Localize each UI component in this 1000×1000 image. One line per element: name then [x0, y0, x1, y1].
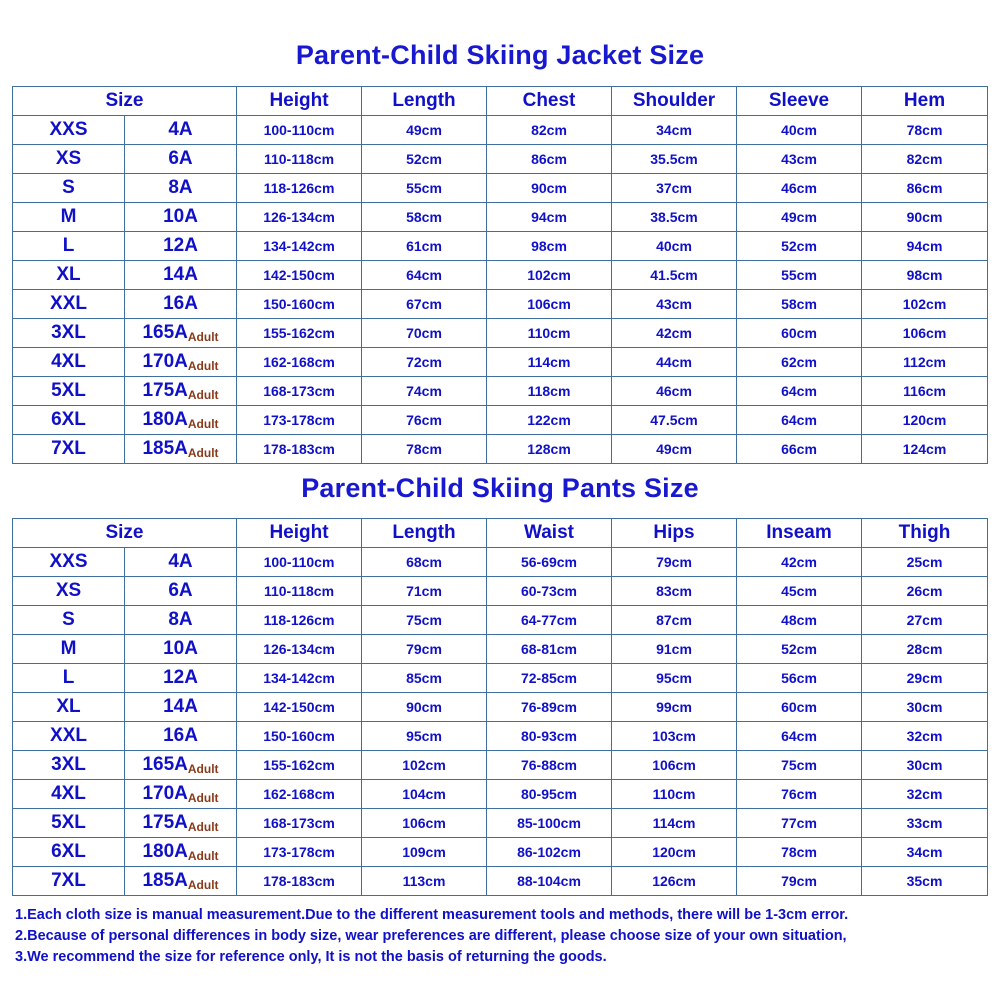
measurement-cell: 142-150cm — [237, 693, 362, 722]
measurement-cell: 43cm — [612, 290, 737, 319]
table-row — [13, 203, 988, 232]
size-code-cell: 7XL — [13, 867, 125, 896]
age-size-cell — [125, 867, 237, 896]
adult-tag: Adult — [187, 388, 219, 402]
measurement-cell: 25cm — [862, 548, 988, 577]
measurement-cell: 102cm — [487, 261, 612, 290]
measurement-cell: 168-173cm — [237, 377, 362, 406]
measurement-cell: 43cm — [737, 145, 862, 174]
measurement-cell: 88-104cm — [487, 867, 612, 896]
table-row — [13, 174, 988, 203]
table-header-row — [13, 87, 988, 116]
column-header-length: Length — [362, 519, 487, 548]
measurement-cell: 79cm — [612, 548, 737, 577]
size-code-cell: XXL — [13, 290, 125, 319]
measurement-cell: 118cm — [487, 377, 612, 406]
measurement-cell: 32cm — [862, 780, 988, 809]
measurement-cell: 35cm — [862, 867, 988, 896]
measurement-cell: 49cm — [737, 203, 862, 232]
age-size-cell — [125, 809, 237, 838]
measurement-cell: 120cm — [862, 406, 988, 435]
measurement-cell: 70cm — [362, 319, 487, 348]
measurement-cell: 78cm — [862, 116, 988, 145]
adult-tag: Adult — [187, 359, 219, 373]
age-size-cell — [125, 435, 237, 464]
measurement-cell: 150-160cm — [237, 722, 362, 751]
measurement-cell: 45cm — [737, 577, 862, 606]
column-header-inseam: Inseam — [737, 519, 862, 548]
measurement-cell: 56cm — [737, 664, 862, 693]
size-code-cell: L — [13, 232, 125, 261]
measurement-cell: 106cm — [862, 319, 988, 348]
age-size-cell — [125, 693, 237, 722]
age-size-cell — [125, 377, 237, 406]
adult-tag: Adult — [187, 762, 219, 776]
measurement-cell: 85cm — [362, 664, 487, 693]
adult-tag: Adult — [187, 417, 219, 431]
column-header-hips: Hips — [612, 519, 737, 548]
measurement-cell: 28cm — [862, 635, 988, 664]
age-size-cell — [125, 635, 237, 664]
adult-tag: Adult — [187, 446, 219, 460]
measurement-cell: 94cm — [862, 232, 988, 261]
measurement-cell: 90cm — [862, 203, 988, 232]
measurement-cell: 52cm — [737, 232, 862, 261]
age-size-cell — [125, 780, 237, 809]
measurement-cell: 83cm — [612, 577, 737, 606]
measurement-cell: 86cm — [487, 145, 612, 174]
size-code-cell: XS — [13, 577, 125, 606]
column-header-sleeve: Sleeve — [737, 87, 862, 116]
age-size-value: 10A — [163, 206, 198, 227]
measurement-cell: 75cm — [737, 751, 862, 780]
measurement-cell: 58cm — [737, 290, 862, 319]
table-row — [13, 348, 988, 377]
column-header-thigh: Thigh — [862, 519, 988, 548]
age-size-value: 8A — [168, 177, 193, 198]
jacket-size-table — [12, 86, 988, 464]
age-size-cell — [125, 232, 237, 261]
age-size-cell — [125, 838, 237, 867]
age-size-value: 165A — [142, 322, 188, 343]
measurement-cell: 64-77cm — [487, 606, 612, 635]
size-code-cell: 5XL — [13, 809, 125, 838]
measurement-cell: 122cm — [487, 406, 612, 435]
size-code-cell: 3XL — [13, 319, 125, 348]
table-header-row — [13, 519, 988, 548]
size-code-cell: 5XL — [13, 377, 125, 406]
measurement-cell: 66cm — [737, 435, 862, 464]
age-size-value: 185A — [142, 438, 188, 459]
column-header-height: Height — [237, 87, 362, 116]
measurement-cell: 150-160cm — [237, 290, 362, 319]
measurement-cell: 106cm — [487, 290, 612, 319]
table-row — [13, 809, 988, 838]
measurement-cell: 30cm — [862, 693, 988, 722]
measurement-cell: 46cm — [612, 377, 737, 406]
measurement-cell: 78cm — [737, 838, 862, 867]
age-size-value: 185A — [142, 870, 188, 891]
column-header-size: Size — [13, 519, 237, 548]
table-row — [13, 406, 988, 435]
measurement-cell: 52cm — [737, 635, 862, 664]
measurement-cell: 60cm — [737, 319, 862, 348]
measurement-cell: 80-95cm — [487, 780, 612, 809]
age-size-value: 8A — [168, 609, 193, 630]
table-row — [13, 838, 988, 867]
measurement-cell: 29cm — [862, 664, 988, 693]
age-size-cell — [125, 606, 237, 635]
measurement-cell: 49cm — [362, 116, 487, 145]
measurement-cell: 178-183cm — [237, 867, 362, 896]
measurement-cell: 72cm — [362, 348, 487, 377]
measurement-cell: 76-89cm — [487, 693, 612, 722]
age-size-cell — [125, 406, 237, 435]
measurement-cell: 68cm — [362, 548, 487, 577]
measurement-cell: 64cm — [737, 722, 862, 751]
measurement-cell: 42cm — [612, 319, 737, 348]
measurement-cell: 75cm — [362, 606, 487, 635]
table-row — [13, 577, 988, 606]
measurement-cell: 113cm — [362, 867, 487, 896]
age-size-value: 6A — [168, 148, 193, 169]
age-size-value: 16A — [163, 293, 198, 314]
age-size-cell — [125, 348, 237, 377]
measurement-cell: 110cm — [487, 319, 612, 348]
age-size-value: 16A — [163, 725, 198, 746]
measurement-cell: 38.5cm — [612, 203, 737, 232]
measurement-cell: 41.5cm — [612, 261, 737, 290]
table-row — [13, 116, 988, 145]
age-size-value: 170A — [142, 783, 188, 804]
size-code-cell: 7XL — [13, 435, 125, 464]
measurement-cell: 126-134cm — [237, 635, 362, 664]
column-header-waist: Waist — [487, 519, 612, 548]
column-header-length: Length — [362, 87, 487, 116]
measurement-cell: 86cm — [862, 174, 988, 203]
size-code-cell: 6XL — [13, 406, 125, 435]
measurement-cell: 79cm — [362, 635, 487, 664]
table-row — [13, 722, 988, 751]
measurement-cell: 102cm — [862, 290, 988, 319]
age-size-value: 4A — [168, 551, 193, 572]
adult-tag: Adult — [187, 878, 219, 892]
measurement-cell: 109cm — [362, 838, 487, 867]
measurement-cell: 55cm — [362, 174, 487, 203]
measurement-cell: 114cm — [487, 348, 612, 377]
age-size-value: 175A — [142, 812, 188, 833]
measurement-cell: 114cm — [612, 809, 737, 838]
measurement-cell: 106cm — [612, 751, 737, 780]
measurement-cell: 26cm — [862, 577, 988, 606]
adult-tag: Adult — [187, 820, 219, 834]
age-size-cell — [125, 174, 237, 203]
measurement-cell: 46cm — [737, 174, 862, 203]
table-row — [13, 867, 988, 896]
measurement-cell: 35.5cm — [612, 145, 737, 174]
table-row — [13, 664, 988, 693]
measurement-cell: 71cm — [362, 577, 487, 606]
measurement-cell: 95cm — [362, 722, 487, 751]
measurement-cell: 86-102cm — [487, 838, 612, 867]
measurement-cell: 34cm — [612, 116, 737, 145]
size-code-cell: 3XL — [13, 751, 125, 780]
age-size-value: 12A — [163, 667, 198, 688]
measurement-cell: 100-110cm — [237, 548, 362, 577]
measurement-cell: 37cm — [612, 174, 737, 203]
size-code-cell: 4XL — [13, 780, 125, 809]
measurement-cell: 60cm — [737, 693, 862, 722]
measurement-cell: 77cm — [737, 809, 862, 838]
age-size-cell — [125, 319, 237, 348]
measurement-cell: 62cm — [737, 348, 862, 377]
note-line: 1.Each cloth size is manual measurement.Due to the different measurement tools and methods, there will be 1-3cm error. — [15, 907, 849, 923]
measurement-cell: 99cm — [612, 693, 737, 722]
measurement-cell: 55cm — [737, 261, 862, 290]
size-code-cell: XS — [13, 145, 125, 174]
measurement-cell: 118-126cm — [237, 606, 362, 635]
size-code-cell: 6XL — [13, 838, 125, 867]
table-row — [13, 261, 988, 290]
age-size-value: 14A — [163, 264, 198, 285]
table-row — [13, 290, 988, 319]
column-header-size: Size — [13, 87, 237, 116]
column-header-shoulder: Shoulder — [612, 87, 737, 116]
measurement-cell: 60-73cm — [487, 577, 612, 606]
measurement-cell: 118-126cm — [237, 174, 362, 203]
measurement-cell: 79cm — [737, 867, 862, 896]
table-row — [13, 780, 988, 809]
measurement-cell: 76cm — [362, 406, 487, 435]
jacket-size-title: Parent-Child Skiing Jacket Size — [295, 40, 705, 70]
measurement-cell: 58cm — [362, 203, 487, 232]
measurement-cell: 27cm — [862, 606, 988, 635]
measurement-cell: 162-168cm — [237, 780, 362, 809]
measurement-cell: 100-110cm — [237, 116, 362, 145]
measurement-cell: 90cm — [362, 693, 487, 722]
pants-size-title: Parent-Child Skiing Pants Size — [301, 473, 699, 503]
size-code-cell: XXS — [13, 548, 125, 577]
size-code-cell: XXL — [13, 722, 125, 751]
measurement-cell: 110cm — [612, 780, 737, 809]
age-size-value: 12A — [163, 235, 198, 256]
table-row — [13, 232, 988, 261]
measurement-cell: 98cm — [862, 261, 988, 290]
measurement-cell: 91cm — [612, 635, 737, 664]
measurement-cell: 128cm — [487, 435, 612, 464]
table-row — [13, 751, 988, 780]
size-code-cell: XL — [13, 693, 125, 722]
age-size-value: 180A — [142, 409, 188, 430]
table-row — [13, 606, 988, 635]
measurement-cell: 68-81cm — [487, 635, 612, 664]
measurement-cell: 116cm — [862, 377, 988, 406]
size-code-cell: 4XL — [13, 348, 125, 377]
measurement-cell: 134-142cm — [237, 664, 362, 693]
size-code-cell: M — [13, 203, 125, 232]
measurement-cell: 40cm — [737, 116, 862, 145]
adult-tag: Adult — [187, 791, 219, 805]
measurement-cell: 82cm — [862, 145, 988, 174]
measurement-cell: 48cm — [737, 606, 862, 635]
table-row — [13, 693, 988, 722]
measurement-cell: 168-173cm — [237, 809, 362, 838]
note-line: 2.Because of personal differences in body size, wear preferences are different, please choose size of your own situation, — [15, 928, 847, 944]
measurement-cell: 155-162cm — [237, 319, 362, 348]
measurement-cell: 110-118cm — [237, 577, 362, 606]
measurement-cell: 134-142cm — [237, 232, 362, 261]
age-size-value: 14A — [163, 696, 198, 717]
measurement-cell: 126cm — [612, 867, 737, 896]
measurement-cell: 64cm — [737, 377, 862, 406]
age-size-value: 165A — [142, 754, 188, 775]
age-size-value: 180A — [142, 841, 188, 862]
age-size-cell — [125, 145, 237, 174]
notes — [15, 905, 990, 968]
measurement-cell: 74cm — [362, 377, 487, 406]
size-code-cell: M — [13, 635, 125, 664]
measurement-cell: 72-85cm — [487, 664, 612, 693]
measurement-cell: 102cm — [362, 751, 487, 780]
measurement-cell: 85-100cm — [487, 809, 612, 838]
size-code-cell: S — [13, 174, 125, 203]
table-row — [13, 145, 988, 174]
measurement-cell: 67cm — [362, 290, 487, 319]
note-line: 3.We recommend the size for reference only, It is not the basis of returning the goods. — [15, 949, 607, 965]
measurement-cell: 64cm — [737, 406, 862, 435]
measurement-cell: 61cm — [362, 232, 487, 261]
measurement-cell: 49cm — [612, 435, 737, 464]
measurement-cell: 103cm — [612, 722, 737, 751]
age-size-value: 170A — [142, 351, 188, 372]
measurement-cell: 42cm — [737, 548, 862, 577]
age-size-value: 175A — [142, 380, 188, 401]
age-size-cell — [125, 290, 237, 319]
measurement-cell: 64cm — [362, 261, 487, 290]
table-row — [13, 435, 988, 464]
measurement-cell: 40cm — [612, 232, 737, 261]
measurement-cell: 94cm — [487, 203, 612, 232]
measurement-cell: 98cm — [487, 232, 612, 261]
measurement-cell: 106cm — [362, 809, 487, 838]
age-size-cell — [125, 203, 237, 232]
measurement-cell: 173-178cm — [237, 406, 362, 435]
measurement-cell: 34cm — [862, 838, 988, 867]
measurement-cell: 33cm — [862, 809, 988, 838]
measurement-cell: 112cm — [862, 348, 988, 377]
age-size-cell — [125, 751, 237, 780]
age-size-cell — [125, 722, 237, 751]
measurement-cell: 80-93cm — [487, 722, 612, 751]
measurement-cell: 76cm — [737, 780, 862, 809]
age-size-cell — [125, 548, 237, 577]
column-header-height: Height — [237, 519, 362, 548]
measurement-cell: 110-118cm — [237, 145, 362, 174]
measurement-cell: 30cm — [862, 751, 988, 780]
age-size-cell — [125, 664, 237, 693]
measurement-cell: 155-162cm — [237, 751, 362, 780]
measurement-cell: 120cm — [612, 838, 737, 867]
table-row — [13, 635, 988, 664]
measurement-cell: 90cm — [487, 174, 612, 203]
measurement-cell: 44cm — [612, 348, 737, 377]
measurement-cell: 126-134cm — [237, 203, 362, 232]
adult-tag: Adult — [187, 849, 219, 863]
measurement-cell: 87cm — [612, 606, 737, 635]
age-size-value: 4A — [168, 119, 193, 140]
measurement-cell: 142-150cm — [237, 261, 362, 290]
column-header-chest: Chest — [487, 87, 612, 116]
measurement-cell: 47.5cm — [612, 406, 737, 435]
measurement-cell: 78cm — [362, 435, 487, 464]
age-size-value: 6A — [168, 580, 193, 601]
measurement-cell: 76-88cm — [487, 751, 612, 780]
measurement-cell: 124cm — [862, 435, 988, 464]
measurement-cell: 173-178cm — [237, 838, 362, 867]
table-row — [13, 548, 988, 577]
measurement-cell: 95cm — [612, 664, 737, 693]
adult-tag: Adult — [187, 330, 219, 344]
pants-size-table — [12, 518, 988, 896]
column-header-hem: Hem — [862, 87, 988, 116]
measurement-cell: 104cm — [362, 780, 487, 809]
size-code-cell: L — [13, 664, 125, 693]
measurement-cell: 56-69cm — [487, 548, 612, 577]
table-row — [13, 319, 988, 348]
size-code-cell: XXS — [13, 116, 125, 145]
age-size-value: 10A — [163, 638, 198, 659]
age-size-cell — [125, 577, 237, 606]
table-row — [13, 377, 988, 406]
size-code-cell: S — [13, 606, 125, 635]
measurement-cell: 52cm — [362, 145, 487, 174]
measurement-cell: 162-168cm — [237, 348, 362, 377]
size-code-cell: XL — [13, 261, 125, 290]
measurement-cell: 32cm — [862, 722, 988, 751]
age-size-cell — [125, 261, 237, 290]
measurement-cell: 82cm — [487, 116, 612, 145]
measurement-cell: 178-183cm — [237, 435, 362, 464]
age-size-cell — [125, 116, 237, 145]
